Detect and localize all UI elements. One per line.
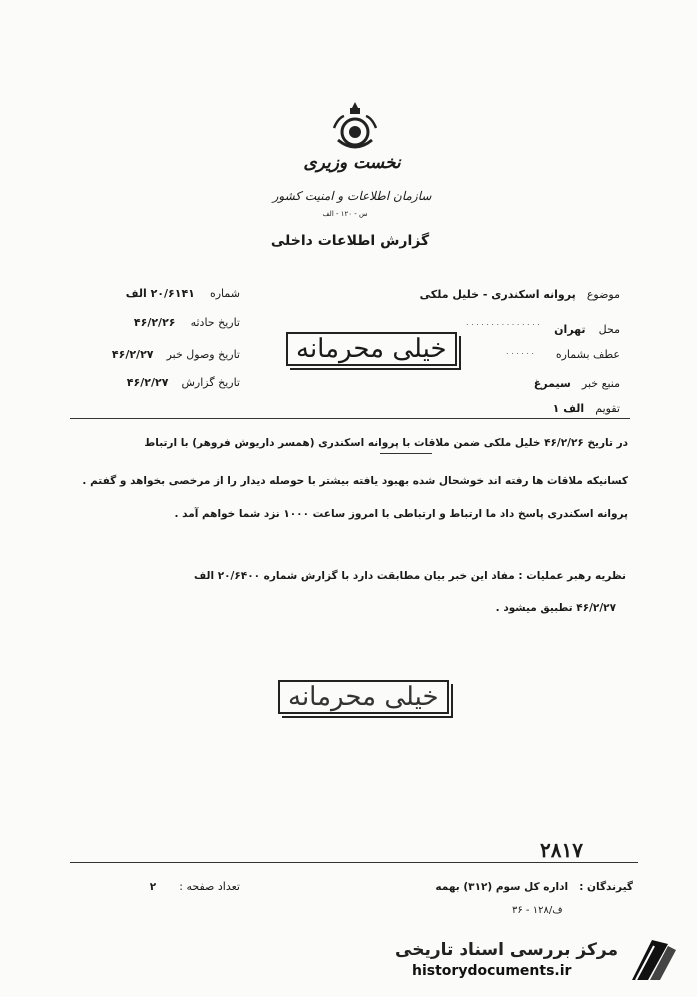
footer-pages-label: تعداد صفحه : bbox=[179, 880, 240, 893]
operations-note-line-2: ۴۶/۲/۲۷ تطبیق میشود . bbox=[495, 602, 616, 614]
watermark-url: historydocuments.ir bbox=[412, 963, 572, 979]
meta-place-label: محل bbox=[598, 323, 620, 336]
divider-line bbox=[70, 418, 630, 419]
meta-received-date-value: ۴۶/۲/۲۷ bbox=[111, 348, 154, 361]
footer-divider bbox=[70, 862, 638, 863]
meta-assessment bbox=[520, 397, 620, 416]
header-ministry: نخست وزیری bbox=[303, 153, 401, 173]
meta-received-date-label: تاریخ وصول خبر bbox=[166, 348, 240, 361]
meta-subject bbox=[380, 283, 620, 302]
body-line-2: کسانیکه ملاقات ها رفته اند خوشحال شده بهبود یافته بیشتر با حوصله دیدار را از مرخصی بخواهد و گفتم . bbox=[82, 475, 628, 487]
meta-subject-label: موضوع bbox=[586, 288, 620, 301]
meta-number-value: ۲۰/۶۱۴۱ الف bbox=[125, 287, 195, 300]
handwritten-number: ۲۸۱۷ bbox=[540, 838, 583, 862]
classification-stamp-bottom-text: خیلی محرمانه bbox=[278, 680, 449, 714]
footer-pages-value: ۲ bbox=[149, 881, 157, 893]
header-code: س - ۱۲۰ - الف bbox=[322, 210, 368, 218]
footer-form-code: ف/۱۲۸ - ۳۶ bbox=[512, 905, 563, 916]
dotted-fill: . . . . . . bbox=[506, 347, 534, 356]
meta-number bbox=[62, 282, 240, 301]
meta-subject-value: پروانه اسکندری - خلیل ملکی bbox=[419, 288, 576, 301]
meta-place-value: تهران bbox=[554, 323, 586, 336]
meta-assessment-value: الف ۱ bbox=[552, 402, 585, 415]
footer-recipients bbox=[388, 875, 633, 894]
classification-stamp-bottom bbox=[278, 680, 449, 714]
footer-recipients-value: اداره کل سوم (۳۱۲) بهمه bbox=[435, 881, 569, 893]
footer-recipients-label: گیرندگان : bbox=[579, 881, 633, 893]
meta-event-date-label: تاریخ حادثه bbox=[190, 316, 240, 329]
body-line-3: پروانه اسکندری پاسخ داد ما ارتباط و ارتباطی با امروز ساعت ۱۰۰۰ نزد شما خواهم آمد . bbox=[174, 508, 628, 520]
classification-stamp-top bbox=[286, 332, 457, 366]
meta-report-date-value: ۴۶/۲/۲۷ bbox=[126, 376, 169, 389]
meta-received-date bbox=[58, 343, 240, 362]
lion-and-sun-crest-icon bbox=[328, 100, 382, 158]
meta-source-label: منبع خبر bbox=[581, 377, 620, 390]
meta-follow-label: عطف بشماره bbox=[555, 348, 620, 361]
dotted-fill: . . . . . . . . . . . . . . . bbox=[466, 318, 540, 327]
meta-number-label: شماره bbox=[209, 287, 240, 300]
meta-source-value: سیمرغ bbox=[533, 377, 571, 390]
meta-event-date bbox=[62, 311, 240, 330]
meta-report-date-label: تاریخ گزارش bbox=[181, 376, 240, 389]
footer-pages bbox=[130, 875, 240, 894]
meta-assessment-label: تقویم bbox=[595, 402, 620, 415]
meta-report-date bbox=[70, 371, 240, 390]
watermark-org-name: مرکز بررسی اسناد تاریخی bbox=[395, 940, 618, 960]
classification-stamp-top-text: خیلی محرمانه bbox=[286, 332, 457, 366]
underline-name bbox=[380, 453, 432, 454]
watermark-logo-icon bbox=[628, 936, 680, 984]
report-title: گزارش اطلاعات داخلی bbox=[270, 233, 430, 249]
meta-event-date-value: ۴۶/۲/۲۶ bbox=[133, 316, 176, 329]
operations-note-line-1: نظریه رهبر عملیات : مفاد این خبر بیان مطابقت دارد با گزارش شماره ۲۰/۶۴۰۰ الف bbox=[194, 570, 626, 582]
body-line-1: در تاریخ ۴۶/۲/۲۶ خلیل ملکی ضمن ملاقات با پروانه اسکندری (همسر داریوش فروهر) با ارتباط bbox=[144, 437, 628, 449]
header-organization: سازمان اطلاعات و امنیت کشور bbox=[272, 189, 432, 203]
meta-source bbox=[480, 372, 620, 391]
